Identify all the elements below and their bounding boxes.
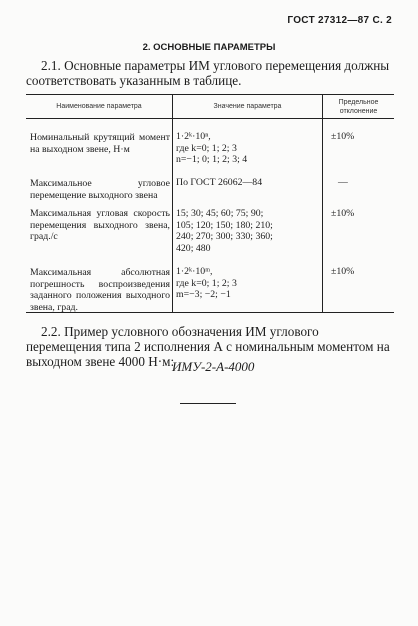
intro-paragraph — [26, 58, 396, 88]
row-4-value-line: где k=0; 1; 2; 3 — [176, 277, 237, 289]
row-4-value-line: m=−3; −2; −1 — [176, 289, 231, 300]
row-2-value: По ГОСТ 26062—84 — [176, 177, 263, 188]
example-line-3: выходном звене 4000 Н·м: — [26, 354, 175, 369]
row-1-value — [176, 131, 310, 166]
header-param: Наименование параметра — [56, 103, 142, 110]
example-designation: ИМУ-2-А-4000 — [172, 359, 255, 374]
intro-line-2: соответствовать указанным в таблице. — [26, 73, 242, 88]
row-2-param: Максимальное угловое перемещение выходного звена — [30, 178, 170, 201]
row-1-value-line: где k=0; 1; 2; 3 — [176, 142, 237, 154]
row-3-param: Максимальная угловая скорость перемещения выходного звена, град./с — [30, 208, 170, 242]
example-line-2: перемещения типа 2 исполнения А с номинальным моментом на — [26, 339, 390, 354]
row-3-value — [176, 208, 310, 254]
row-3-value-line: 420; 480 — [176, 242, 211, 254]
header-deviation — [323, 99, 394, 116]
header-deviation-line-2: отклонение — [339, 107, 378, 115]
row-1-value-line: 1·2ᵏ·10ⁿ, — [176, 131, 211, 142]
row-3-deviation: ±10% — [331, 208, 355, 219]
row-2-deviation: — — [338, 177, 348, 188]
row-1-param: Номинальный крутящий момент на выходном звене, Н·м — [30, 132, 170, 155]
row-3-value-line: 105; 120; 150; 180; 210; — [176, 219, 273, 231]
page-header: ГОСТ 27312—87 С. 2 — [287, 15, 392, 26]
row-3-value-line: 240; 270; 300; 330; 360; — [176, 231, 273, 242]
table-header-rule — [26, 118, 394, 119]
table-divider-1 — [172, 95, 173, 312]
row-1-value-line: n=−1; 0; 1; 2; 3; 4 — [176, 154, 248, 165]
header-deviation-line-1: Предельное — [338, 99, 379, 106]
row-4-deviation: ±10% — [331, 266, 355, 277]
row-4-value-line: 1·2ᵏ·10ᵐ, — [176, 266, 213, 277]
intro-line-1: 2.1. Основные параметры ИМ углового перемещения должны — [41, 58, 390, 73]
row-4-param: Максимальная абсолютная погрешность воспроизведения заданного положения выходного звена, град. — [30, 267, 170, 313]
row-4-value — [176, 266, 310, 301]
section-title: 2. ОСНОВНЫЕ ПАРАМЕТРЫ — [142, 42, 276, 53]
row-3-value-line: 15; 30; 45; 60; 75; 90; — [176, 208, 264, 219]
header-value: Значение параметра — [213, 103, 282, 110]
example-line-1: 2.2. Пример условного обозначения ИМ углового — [41, 324, 319, 339]
row-1-deviation: ±10% — [331, 131, 355, 142]
table-divider-2 — [322, 95, 323, 312]
parameters-table — [26, 94, 394, 313]
closing-rule — [180, 403, 236, 404]
